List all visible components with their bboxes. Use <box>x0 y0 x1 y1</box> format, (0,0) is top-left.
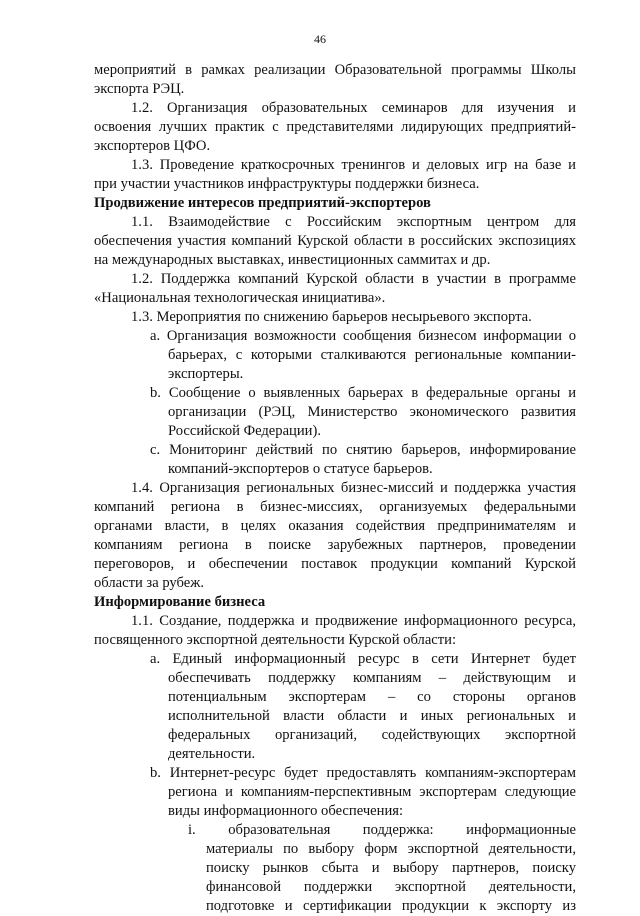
text-line: обеспечения участия компаний Курской области в российских экспозициях <box>94 233 576 249</box>
text-line: 1.4. Организация региональных бизнес-миссий и поддержка участия <box>131 480 576 496</box>
text-line: переговоров, и обеспечении поставок продукции компаний Курской <box>94 556 576 572</box>
text-line: экспорта РЭЦ. <box>94 81 185 97</box>
section-heading: Продвижение интересов предприятий-экспортеров <box>94 195 431 211</box>
sublist-item-line: i. образовательная поддержка: информационные <box>188 822 576 838</box>
page-number: 46 <box>314 32 326 46</box>
list-item-line: региона и компаниям-перспективным экспортерам следующие <box>168 784 576 800</box>
sublist-item-line: финансовой поддержки экспортной деятельности, <box>206 879 576 895</box>
list-item-line: организации (РЭЦ, Министерство экономического развития <box>168 404 576 420</box>
text-line: освоения лучших практик с представителями лидирующих предприятий- <box>94 119 576 135</box>
list-item-line: b. Интернет-ресурс будет предоставлять компаниям-экспортерам <box>150 765 576 781</box>
list-item-line: a. Организация возможности сообщения бизнесом информации о <box>150 328 576 344</box>
list-item-line: Российской Федерации). <box>168 423 321 439</box>
list-item-line: экспортеры. <box>168 366 244 382</box>
text-line: 1.1. Создание, поддержка и продвижение информационного ресурса, <box>131 613 576 629</box>
list-item-line: b. Сообщение о выявленных барьерах в федеральные органы и <box>150 385 576 401</box>
section-heading: Информирование бизнеса <box>94 594 266 610</box>
sublist-item-line: материалы по выбору форм экспортной деятельности, <box>206 841 576 857</box>
list-item-line: c. Мониторинг действий по снятию барьеров, информирование <box>150 442 576 458</box>
text-line: экспортеров ЦФО. <box>94 138 211 154</box>
list-item-line: виды информационного обеспечения: <box>168 803 404 819</box>
list-item-line: обеспечивать поддержку компаниям – действующим и <box>168 670 576 686</box>
text-line: компаний региона в бизнес-миссиях, организуемых федеральными <box>94 499 576 515</box>
text-line: 1.1. Взаимодействие с Российским экспортным центром для <box>131 214 576 230</box>
text-line: на международных выставках, инвестиционных саммитах и др. <box>94 252 491 268</box>
text-line: 1.2. Поддержка компаний Курской области в участии в программе <box>131 271 576 287</box>
list-item-line: a. Единый информационный ресурс в сети Интернет будет <box>150 651 576 667</box>
text-line: мероприятий в рамках реализации Образовательной программы Школы <box>94 62 576 78</box>
sublist-item-line: подготовке и сертификации продукции к экспорту из <box>206 898 576 914</box>
text-line: органами власти, в целях оказания содействия предпринимателям и <box>94 518 576 534</box>
list-item-line: исполнительной власти области и иных региональных и <box>168 708 576 724</box>
text-line: области за рубеж. <box>94 575 204 591</box>
text-line: 1.3. Проведение краткосрочных тренингов и деловых игр на базе и <box>131 157 576 173</box>
list-item-line: деятельности. <box>168 746 256 762</box>
text-line: 1.2. Организация образовательных семинаров для изучения и <box>131 100 576 116</box>
text-line: 1.3. Мероприятия по снижению барьеров несырьевого экспорта. <box>131 309 532 325</box>
list-item-line: федеральных организаций, содействующих экспортной <box>168 727 576 743</box>
text-line: при участии участников инфраструктуры поддержки бизнеса. <box>94 176 480 192</box>
sublist-item-line: поиску рынков сбыта и выбору партнеров, поиску <box>206 860 576 876</box>
text-line: компаниям региона в поиске зарубежных партнеров, проведении <box>94 537 576 553</box>
text-line: «Национальная технологическая инициатива». <box>94 290 386 306</box>
list-item-line: барьерах, с которыми сталкиваются региональные компании- <box>168 347 576 363</box>
list-item-line: потенциальным экспортерам – со стороны органов <box>168 689 576 705</box>
text-line: посвященного экспортной деятельности Курской области: <box>94 632 457 648</box>
list-item-line: компаний-экспортеров о статусе барьеров. <box>168 461 433 477</box>
